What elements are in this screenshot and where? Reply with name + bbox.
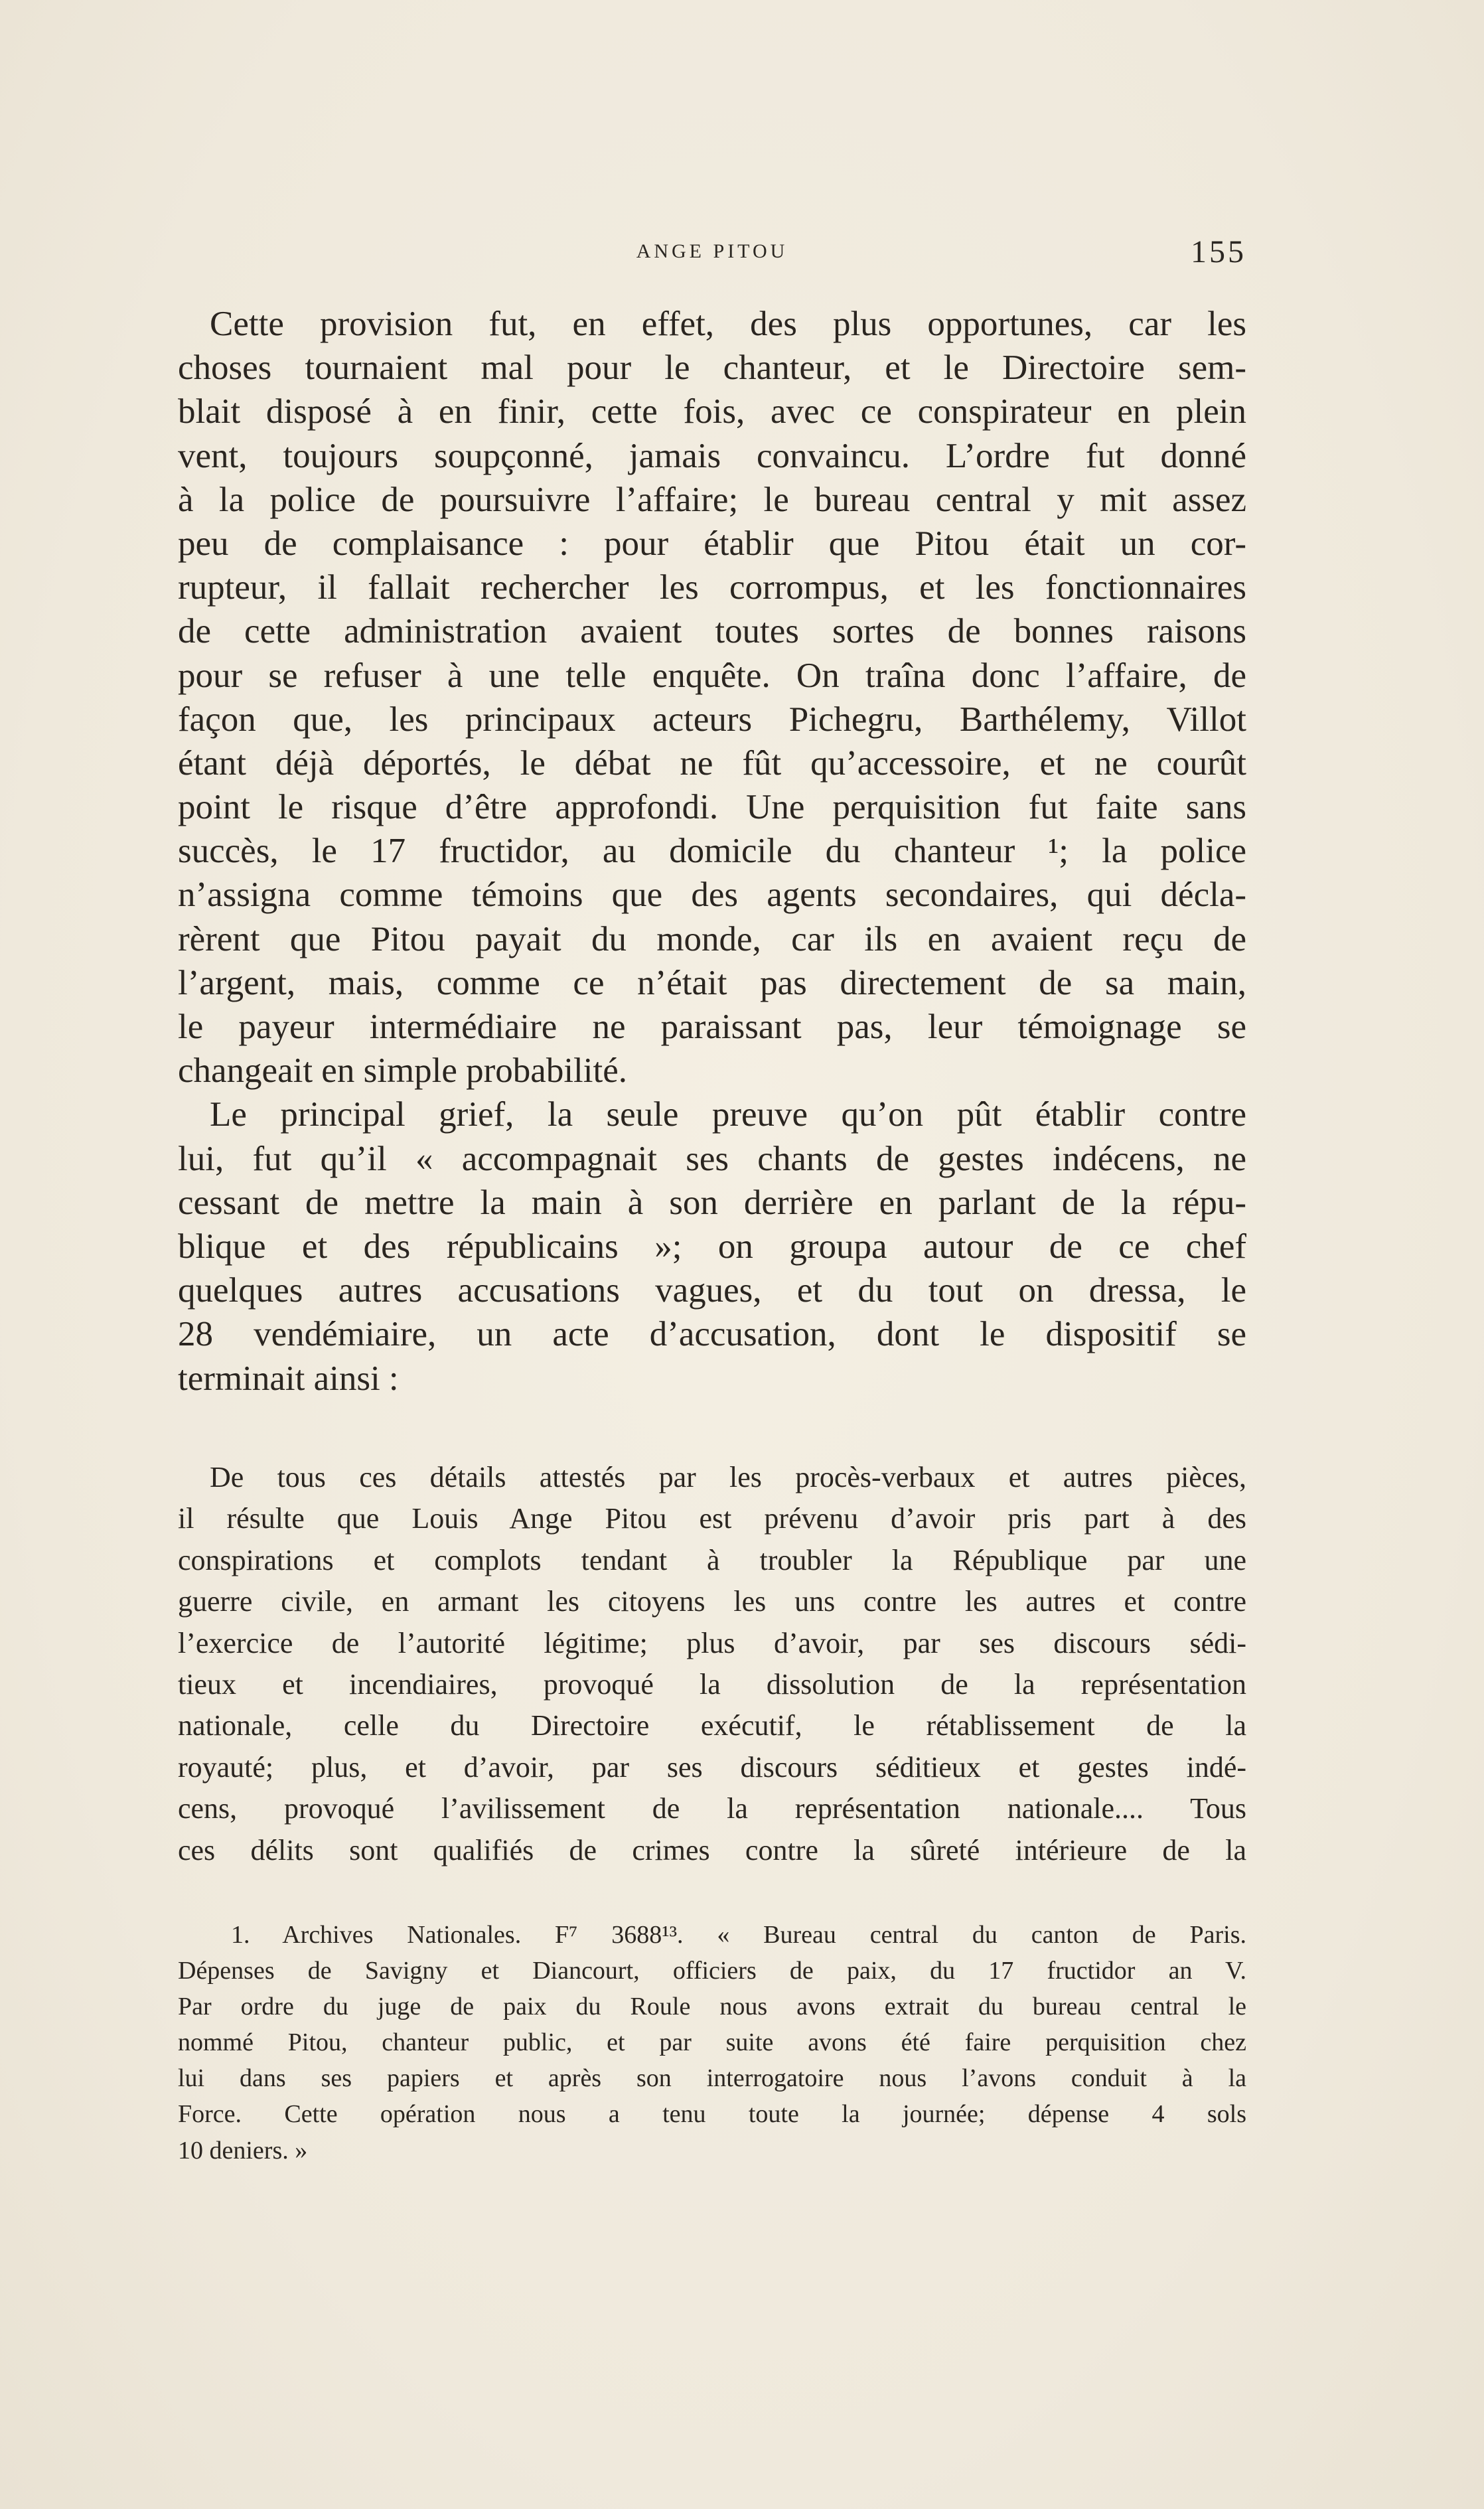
text-line: Le principal grief, la seule preuve qu’on pût établir contre bbox=[210, 1095, 1246, 1134]
text-line: point le risque d’être approfondi. Une perquisition fut faite sans bbox=[178, 788, 1246, 827]
text-line: terminait ainsi : bbox=[178, 1359, 399, 1398]
quote-line: ces délits sont qualifiés de crimes contre la sûreté intérieure de la bbox=[178, 1833, 1246, 1866]
text-line: changeait en simple probabilité. bbox=[178, 1051, 627, 1091]
quote-line: cens, provoqué l’avilissement de la représentation nationale.... Tous bbox=[178, 1792, 1246, 1825]
text-line: blait disposé à en finir, cette fois, avec ce conspirateur en plein bbox=[178, 392, 1246, 431]
text-line: quelques autres accusations vagues, et du tout on dressa, le bbox=[178, 1271, 1246, 1310]
text-line: Cette provision fut, en effet, des plus opportunes, car les bbox=[210, 305, 1246, 343]
text-line: rèrent que Pitou payait du monde, car ils en avaient reçu de bbox=[178, 919, 1246, 958]
footnote bbox=[178, 1917, 1246, 2168]
quote-line: il résulte que Louis Ange Pitou est prévenu d’avoir pris part à des bbox=[178, 1502, 1246, 1535]
footnote-line: lui dans ses papiers et après son interrogatoire nous l’avons conduit à la bbox=[178, 2064, 1246, 2093]
footnote-line: Dépenses de Savigny et Diancourt, officiers de paix, du 17 fructidor an V. bbox=[178, 1957, 1246, 1985]
quote-line: l’exercice de l’autorité légitime; plus d’avoir, par ses discours sédi- bbox=[178, 1626, 1246, 1659]
text-line: lui, fut qu’il « accompagnait ses chants de gestes indécens, ne bbox=[178, 1139, 1246, 1178]
footnote-line: nommé Pitou, chanteur public, et par suite avons été faire perquisition chez bbox=[178, 2028, 1246, 2057]
text-line: pour se refuser à une telle enquête. On traîna donc l’affaire, de bbox=[178, 656, 1246, 695]
text-line: le payeur intermédiaire ne paraissant pas, leur témoignage se bbox=[178, 1008, 1246, 1046]
page-header bbox=[178, 234, 1246, 273]
quoted-indictment bbox=[178, 1457, 1246, 1871]
text-line: peu de complaisance : pour établir que Pitou était un cor- bbox=[178, 524, 1246, 563]
footnote-line: Par ordre du juge de paix du Roule nous avons extrait du bureau central le bbox=[178, 1993, 1246, 2021]
text-line: blique et des républicains »; on groupa autour de ce chef bbox=[178, 1227, 1246, 1266]
text-line: n’assigna comme témoins que des agents secondaires, qui décla- bbox=[178, 875, 1246, 915]
quote-line: guerre civile, en armant les citoyens les uns contre les autres et contre bbox=[178, 1585, 1246, 1618]
text-line: l’argent, mais, comme ce n’était pas directement de sa main, bbox=[178, 963, 1246, 1002]
quote-line: tieux et incendiaires, provoqué la dissolution de la représentation bbox=[178, 1667, 1246, 1701]
text-line: rupteur, il fallait rechercher les corrompus, et les fonctionnaires bbox=[178, 568, 1246, 607]
text-line: choses tournaient mal pour le chanteur, et le Directoire sem- bbox=[178, 348, 1246, 388]
text-line: de cette administration avaient toutes sortes de bonnes raisons bbox=[178, 612, 1246, 651]
footnote-line: 1. Archives Nationales. F⁷ 3688¹³. « Bureau central du canton de Paris. bbox=[231, 1921, 1246, 1949]
quote-line: nationale, celle du Directoire exécutif, le rétablissement de la bbox=[178, 1709, 1246, 1742]
text-line: succès, le 17 fructidor, au domicile du chanteur ¹; la police bbox=[178, 832, 1246, 871]
quote-line: De tous ces détails attestés par les procès-verbaux et autres pièces, bbox=[210, 1461, 1246, 1493]
running-title: ANGE PITOU bbox=[636, 240, 788, 262]
text-line: cessant de mettre la main à son derrière en parlant de la répu- bbox=[178, 1183, 1246, 1222]
footnote-line: Force. Cette opération nous a tenu toute la journée; dépense 4 sols bbox=[178, 2100, 1246, 2129]
quote-line: royauté; plus, et d’avoir, par ses discours séditieux et gestes indé- bbox=[178, 1750, 1246, 1784]
text-line: vent, toujours soupçonné, jamais convaincu. L’ordre fut donné bbox=[178, 436, 1246, 475]
page-number: 155 bbox=[1191, 234, 1246, 269]
text-line: étant déjà déportés, le débat ne fût qu’accessoire, et ne courût bbox=[178, 743, 1246, 783]
text-line: à la police de poursuivre l’affaire; le bureau central y mit assez bbox=[178, 480, 1246, 519]
footnote-line: 10 deniers. » bbox=[178, 2136, 308, 2165]
quote-line: conspirations et complots tendant à troubler la République par une bbox=[178, 1543, 1246, 1576]
text-line: 28 vendémiaire, un acte d’accusation, dont le dispositif se bbox=[178, 1315, 1246, 1354]
text-line: façon que, les principaux acteurs Pichegru, Barthélemy, Villot bbox=[178, 700, 1246, 739]
main-text bbox=[178, 302, 1246, 1401]
